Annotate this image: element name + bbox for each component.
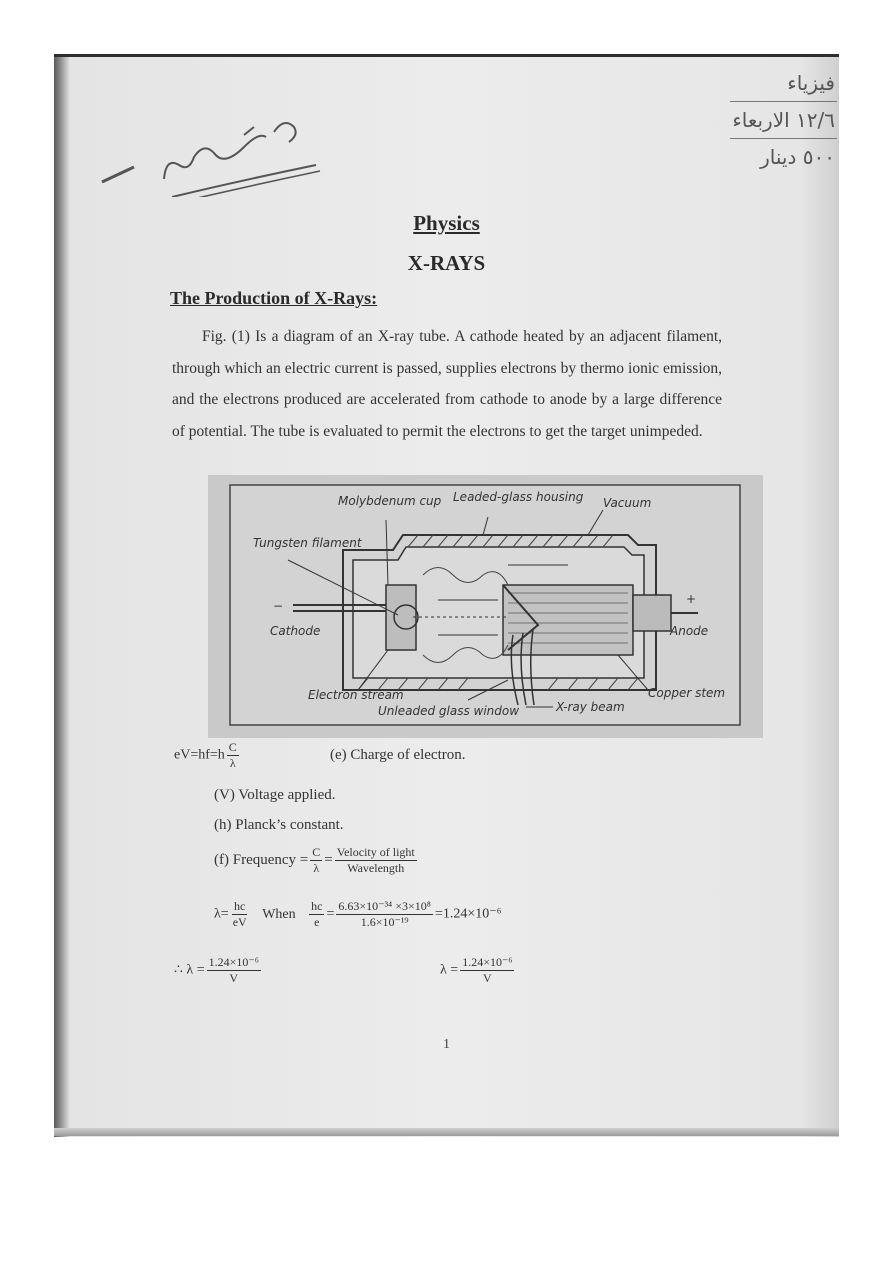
label-leaded-glass-housing: Leaded-glass housing <box>453 490 584 504</box>
document-page <box>54 54 839 1137</box>
label-copper-stem: Copper stem <box>648 686 726 700</box>
xray-tube-svg <box>208 475 763 738</box>
handwritten-signature <box>94 87 324 197</box>
page-number: 1 <box>443 1037 450 1052</box>
equation-lambda-calc: λ= $\frac{hc}{eV}$ When $\frac{hc}{e}$ = $\frac{\text{6.63×10⁻³⁴ ×3×10⁸}}{\text{1.6×10⁻¹⁹}}$ =1.24×10⁻⁶ <box>214 899 502 929</box>
handwritten-line: ١٢/٦ الاربعاء <box>730 102 837 139</box>
intro-paragraph: Fig. (1) Is a diagram of an X-ray tube. A cathode heated by an adjacent filament, through which an electric current is passed, supplies electrons by thermo ionic emission, and the electrons produced are accelerated from cathode to anode by a large difference of potential. The tube is evaluated to permit the electrons to get the target unimpeded. <box>172 328 722 440</box>
equation-lambda-right: λ = $\frac{\text{1.24×10⁻⁶}}{V}$ <box>440 955 513 985</box>
handwritten-note <box>730 65 837 175</box>
page-edge-shadow <box>54 1128 839 1136</box>
label-electron-stream: Electron stream <box>308 688 404 702</box>
label-xray-beam: X-ray beam <box>556 700 625 714</box>
label-vacuum: Vacuum <box>603 496 652 510</box>
label-minus: − <box>273 599 284 613</box>
label-molybdenum-cup: Molybdenum cup <box>338 494 442 508</box>
equation-main: eV=hf=h $\frac{C}{\lambda}$ <box>174 740 237 770</box>
equation-therefore: ∴ λ = $\frac{\text{1.24×10⁻⁶}}{V}$ <box>174 955 259 985</box>
label-anode: Anode <box>670 624 709 638</box>
label-unleaded-glass-window: Unleaded glass window <box>378 704 520 718</box>
label-tungsten-filament: Tungsten filament <box>253 536 362 550</box>
section-heading: The Production of X-Rays: <box>170 288 378 308</box>
handwritten-line: فيزياء <box>730 65 837 102</box>
label-plus: + <box>686 592 697 606</box>
equation-frequency: (f) Frequency = $\frac{C}{\lambda}$ = $\frac{\text{Velocity of light}}{\text{Wavelength}}$ <box>214 845 415 875</box>
xray-tube-diagram <box>208 475 763 738</box>
page-title: Physics <box>413 211 480 235</box>
handwritten-line: ٥٠٠ دينار <box>760 145 835 169</box>
desc-planck: (h) Planck’s constant. <box>214 817 344 833</box>
page-subtitle: X-RAYS <box>407 251 486 275</box>
label-cathode: Cathode <box>270 624 321 638</box>
desc-voltage: (V) Voltage applied. <box>214 787 336 803</box>
desc-electron-charge: (e) Charge of electron. <box>330 747 466 763</box>
